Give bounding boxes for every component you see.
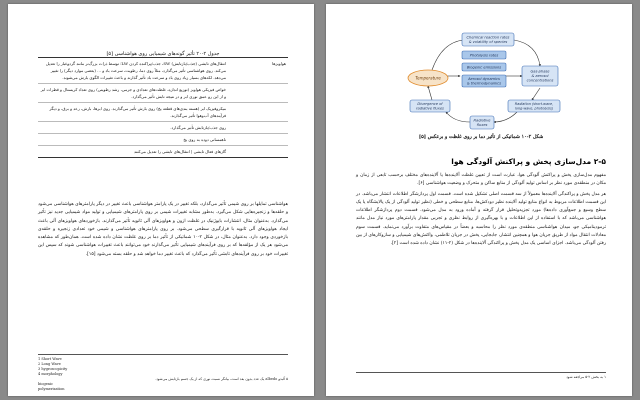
footnote: 2 Long Wave (38, 362, 61, 366)
diagram-label: & volatility of species (468, 40, 508, 44)
arrow (428, 86, 432, 100)
diagram-label: & aerosol (531, 74, 549, 78)
figure-caption: شکل ۲-۱۰ شماتیکی از تأثیر دما بر روی غلظت و برعکس [۵] (418, 134, 544, 140)
arrow (494, 112, 517, 122)
section-heading: ۲-۵ مدل‌سازی پخش و پراکنش آلودگی هوا (451, 157, 606, 166)
diagram-label: radiative fluxes (416, 106, 444, 111)
arrow (532, 88, 540, 100)
diagram-label: Biogenic emissions (466, 65, 502, 70)
footnote: ۵ آلبدو albedo یک عدد بدون بعد است، بیانگر نسبت نوری که از یک جسم بازتابش می‌شود. (155, 377, 288, 381)
table-value: میکروفیزیک ابر (هسته بندی‌های قطعه یخ) روی بارش تأثیر می‌گذارند. روی ابرها، بارش، رعد و برق، و دیگر فرآیندهای آب‌وهوا تأثیر می‌گذارند. (49, 106, 226, 118)
footnote: ۱ به بخش ۲-۵ مراجعه شود (356, 372, 606, 380)
body-paragraph: مفهوم مدل‌سازی پخش و پراکنش آلودگی هوا، عبارت است از تعیین غلظت آلاینده‌ها یا آلاینده‌های مختلف برحسب تابعی از زمان و مکان در منطقه‌ی مورد نظر بر اساس تولید آلودگی از منابع ساکن و متحرک و وضعیت هواشناسی [۶]. (356, 173, 606, 187)
table-title: جدول ۲-۲۰ تأثیر گونه‌های شیمیایی روی هواشناسی [۵] (106, 51, 220, 57)
footnote: 1 Short Wave (38, 357, 62, 361)
diagram-label: Radiative (473, 118, 491, 123)
diagram-label: Photolysis rates (469, 53, 499, 58)
table-key (228, 136, 288, 143)
diagram-label: Chemical reaction rates (466, 35, 510, 40)
body-paragraph: هواشناسی تمایلها بر روی شیمی تأثیر می‌گذارد، بلکه تغییر در یک پارامتر هواشناسی باعث تغییر در دیگر پارامترهای هواشناسی می‌شود و حلقه‌ها و زنجیره‌هایی شکل می‌گیرد. به‌طور مشابه تغییرات شیمی بر روی پارامترهای شیمیایی و تولید مواد شیمیایی جدید نیز تأثیر می‌گذارد. به‌عنوان مثال، انتشارات بایوژنیک در غلظت ازون و هواویزهای آلی ثانویه تأثیر می‌گذارند. بازخوردهای هواویزهای آلی باعث ایجاد هواویزهای آلی ثانویه با قرارگیری سطحی می‌شود. بر روی پارامترهای هواشناسی و شیمی خود تعدادی زنجیره و حلقه‌ی بازخوردی وجود دارد. به‌عنوان مثال، در شکل ۲-۱۰ شماتیکی از تأثیر دما بر روی غلظت نشان داده شده است. همان‌طور که مشاهده می‌شود هر یک از مؤلفه‌ها که بر روی فرآیندهای شیمیایی تأثیر می‌گذارند خود می‌توانند باعث تغییرات هواشناسی شوند که سپس این تغییرات خود بر روی فرآیندهای تابشی تأثیر می‌گذارد که باعث تغییر دما خواهد شد و حلقه بسته می‌شود [۱۵]. (38, 202, 288, 257)
table-row (38, 146, 288, 157)
table-row (38, 122, 288, 134)
temperature-feedback-diagram (402, 32, 562, 132)
table-row (38, 134, 288, 146)
body-text (356, 172, 606, 251)
table-row (38, 103, 288, 122)
footnote: biogenic (38, 382, 54, 386)
table-key: هواویزها (272, 61, 286, 66)
table-row (38, 58, 288, 84)
table-key (228, 86, 288, 100)
table-key (228, 124, 288, 131)
left-page (8, 4, 314, 396)
arrow (432, 40, 464, 70)
table-row (38, 84, 288, 103)
footnotes (38, 354, 288, 392)
diagram-label: fluxes (476, 123, 488, 127)
diagram-label: Gas-phase (530, 69, 550, 74)
arrow (514, 40, 540, 66)
diagram-label: Aerosol dynamics (468, 77, 500, 81)
diagram-label: Divergence of (417, 102, 443, 106)
arrow (446, 112, 470, 122)
table-value: گازهای فعال تابشی | انتقال‌های تابشی را تعدیل می‌کنند (134, 149, 226, 154)
diagram-label: long-wave, photolysis) (514, 106, 554, 111)
footnote: 4 morphology (38, 372, 63, 376)
table-value: روی جذب/بازتابش تأثیر می‌گذارد. (170, 125, 226, 130)
diagram-label: Temperature (415, 75, 441, 81)
footnote: polymerization (38, 387, 65, 391)
table-value: خواص فیزیکی هواویز (توزیع اندازه، غلظت‌های تعدادی و جرمی، رشد رطوبتی) روی تعداد کریستال و قطرات ابر و از این رو عمق نوری ابر و در نتیجه تابش تأثیر می‌گذارد. (40, 87, 226, 99)
diagram-label: Radiation (short-wave, (514, 102, 554, 106)
diagram-label: & thermodynamics (466, 81, 502, 86)
right-page (326, 4, 632, 396)
table-value: انتقال‌های تابشی (جذب/بازتابش) SW، جذب/پراکنده کردن LW؛ توسط ذرات بزرگ‌تر مانند گردوغبار را تعدیل می‌کند. روی هواشناسی تأثیر می‌گذارد، مثلاً روی دما، رطوبت، سرعت باد و ... (بعضی موارد دیگر) را تغییر می‌دهد. لکه‌های بسیار زیاد روی باد و سرعت باد تأثیر گذارند و باعث تغییرات الگوی بارش می‌شوند. (45, 61, 226, 80)
chemistry-effects-table (38, 57, 288, 158)
table-value: ناهمسانی دوده به روی یخ (183, 137, 226, 142)
body-paragraph: هر مدل پخش و پراکندگی آلاینده‌ها معمولاً از سه قسمت اصلی تشکیل شده است. قسمت اول پردازشگر اطلاعات انتشار می‌باشد. در این قسمت اطلاعات مربوط به انواع منابع تولید آلاینده نظیر دودکش‌ها، منابع سطحی و خطی (نظیر تولید آلودگی از یک پالایشگاه یا یک سطح وسیع و جمع‌آوری داده‌ها) مورد تجزیه‌وتحلیل قرار گرفته و آماده ورود به مدل می‌شود. قسمت دوم پردازشگر اطلاعات هواشناسی می‌باشد که با استفاده از این اطلاعات و با بهره‌گیری از روابط نظری و تجربی مقدار پارامترهای مورد نیاز مدل مانند ترمودینامیکی جو، میدان هواشناسی منطقه‌ی مورد نظر را محاسبه و بعضاً در مقیاس‌های متفاوت برآورد می‌نماید. قسمت سوم معادلات انتقال مواد از طریق جریان هوا و همچنین انتشار، جابجایی، پخش در جریان تلاطمی، واکنش‌های شیمیایی و سازوکارهای از بین رفتن آلودگی می‌باشد. اجزای اساسی یک مدل پخش و پراکندگی آلاینده‌ها در شکل (۲-۱۱) نشان داده شده است [۲]. (356, 191, 606, 247)
diagram-label: concentrations (526, 78, 554, 83)
table-key (228, 148, 288, 155)
footnote: 3 hygroscopicity (38, 367, 68, 371)
table-key (228, 105, 288, 119)
